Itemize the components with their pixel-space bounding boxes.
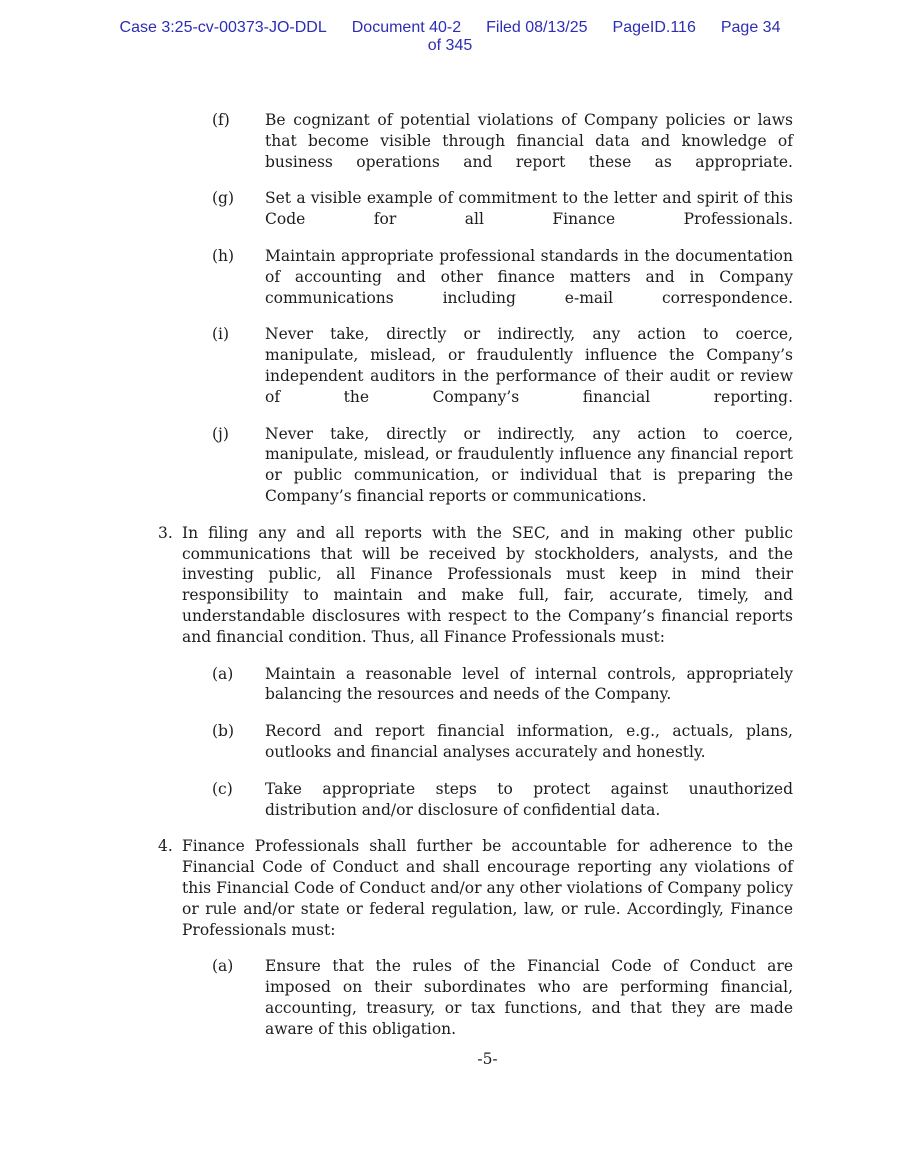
list-item-label: (i) [212,325,230,344]
list-item-text: Maintain a reasonable level of internal controls, appropriately balancing the resources and needs of the Company. [265,664,793,704]
list-item-h [0,246,900,308]
list-item-label: (h) [212,246,235,265]
list-item-g [0,188,900,230]
list-item-label: (g) [212,189,235,208]
list-item-text: Set a visible example of commitment to the letter and spirit of this Code for all Finance Professionals. [265,189,793,229]
list-item-3a [0,664,900,706]
header-case-number: Case 3:25-cv-00373-JO-DDL [119,19,327,36]
header-filed-date: Filed 08/13/25 [486,19,588,36]
list-item-label: (f) [212,111,230,129]
list-item-4a [0,956,900,1039]
list-item-text: Ensure that the rules of the Financial Code of Conduct are imposed on their subordinates who are performing financial, accounting, treasury, or tax functions, and that they are made aware of this obligation. [265,957,793,1038]
list-item-4 [0,836,900,940]
list-item-i [0,324,900,407]
list-item-f [0,110,900,172]
document-body [0,55,900,1070]
header-page-id: PageID.116 [612,19,696,36]
list-item-text: Finance Professionals shall further be accountable for adherence to the Financial Code of Conduct and shall encourage reporting any violations of this Financial Code of Conduct and/or any other violations of Company policy or rule and/or state or federal regulation, law, or rule. Accordingly, Finance Professionals must: [182,837,793,939]
list-item-text: Record and report financial information, e.g., actuals, plans, outlooks and financial analyses accurately and honestly. [265,722,793,761]
page-number-footer: -5- [477,1050,498,1069]
list-item-label: (j) [212,424,229,443]
header-page-total: of 345 [427,37,473,54]
list-item-text: Take appropriate steps to protect against unauthorized distribution and/or disclosure of confidential data. [265,779,793,819]
list-item-label: 4. [158,837,173,856]
list-item-text: Never take, directly or indirectly, any action to coerce, manipulate, mislead, or fraudulently influence any financial report or public communication, or individual that is preparing the Company’s financial reports or communications. [265,424,793,505]
list-item-j [0,424,900,507]
list-item-text: Never take, directly or indirectly, any action to coerce, manipulate, mislead, or fraudulently influence the Company’s independent auditors in the performance of their audit or review of the Company’s financial reporting. [265,325,793,406]
header-document-number: Document 40-2 [351,19,462,36]
header-line1 [0,19,900,37]
list-item-label: (c) [212,779,233,798]
list-item-label: (a) [212,957,234,976]
header-page-label: Page 34 [720,19,781,36]
list-item-3c [0,779,900,821]
list-item-label: (a) [212,664,234,683]
list-item-text: In filing any and all reports with the SEC, and in making other public communications that will be received by stockholders, analysts, and the investing public, all Finance Professionals must keep in mind their responsibility to maintain and make full, fair, accurate, timely, and understandable disclosures with respect to the Company’s financial reports and financial condition. Thus, all Finance Professionals must: [182,523,793,646]
list-item-label: 3. [158,523,173,542]
list-item-text: Be cognizant of potential violations of Company policies or laws that become visible through financial data and knowledge of business operations and report these as appropriate. [265,111,793,171]
list-item-3b [0,721,900,763]
list-item-text: Maintain appropriate professional standards in the documentation of accounting and other finance matters and in Company communications including e-mail correspondence. [265,246,793,307]
list-item-label: (b) [212,722,235,741]
list-item-3 [0,523,900,648]
court-filing-header [0,0,900,55]
